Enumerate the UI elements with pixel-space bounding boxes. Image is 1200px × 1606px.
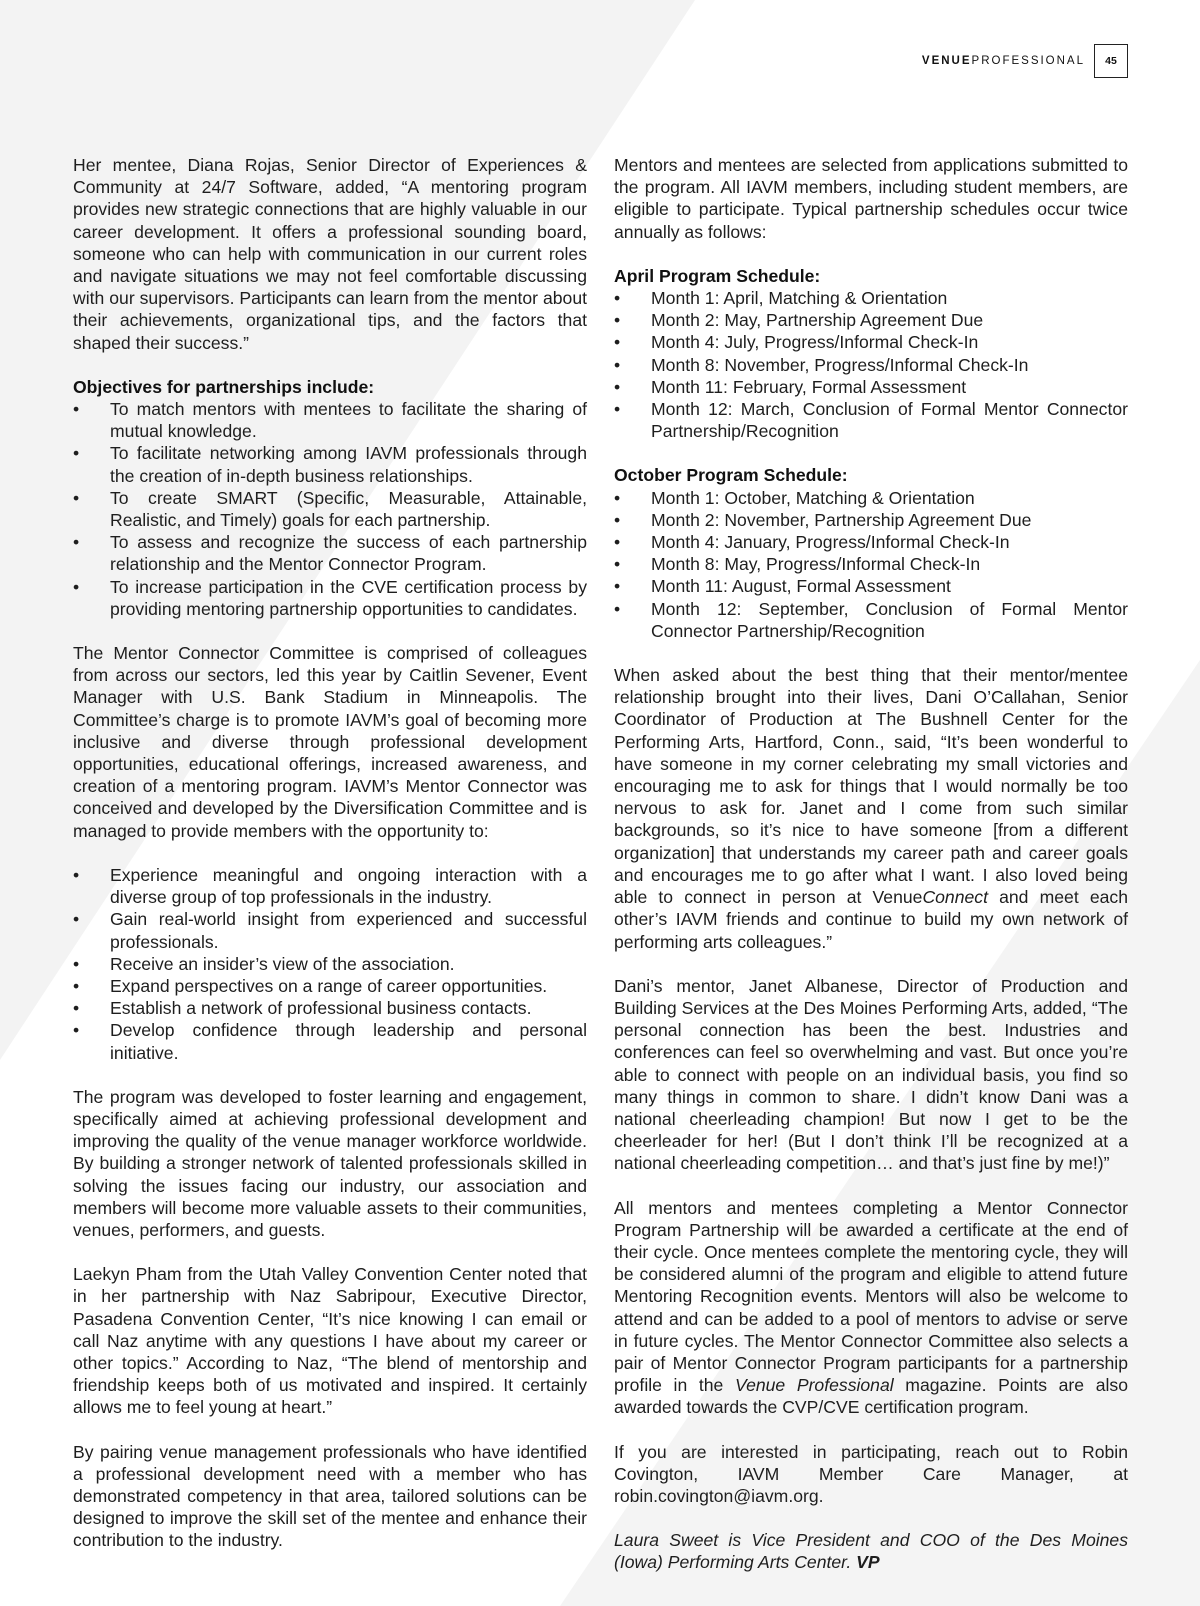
list-item: • Month 2: November, Partnership Agreement Due <box>614 509 1032 530</box>
right-column <box>614 154 1128 1596</box>
list-item: • Month 8: May, Progress/Informal Check-In <box>614 554 981 575</box>
paragraph-dani-quote: When asked about the best thing that their mentor/mentee relationship brought into their lives, Dani O’Callahan, Senior Coordinator of Production at The Bushnell Center for the Performing Arts, Hartford, Conn., said, “It’s been wonderful to have someone in my corner celebrating my small victories and encouraging me to ask for things that I would normally be too nervous to ask for. Janet and I come from such similar backgrounds, so it’s nice to have someone [from a different organization] that understands my career path and career goals and encourages me to go after what I want. I also loved being able to connect in person at VenueConnect and meet each other’s IAVM friends and continue to build my own network of performing arts colleagues.” <box>614 665 1128 952</box>
list-item: • Month 4: July, Progress/Informal Check-In <box>614 332 979 353</box>
end-mark: VP <box>856 1552 880 1573</box>
april-schedule-list <box>614 287 1128 442</box>
list-item: • Develop confidence through leadership and personal initiative. <box>73 1020 587 1063</box>
objectives-list <box>73 398 587 620</box>
list-item: • Gain real-world insight from experienced and successful professionals. <box>73 909 587 952</box>
list-item: • Month 1: October, Matching & Orientation <box>614 487 975 508</box>
author-signoff: Laura Sweet is Vice President and COO of the Des Moines (Iowa) Performing Arts Center. VP <box>614 1530 1128 1573</box>
paragraph-program-goals: The program was developed to foster learning and engagement, specifically aimed at achieving professional development and improving the quality of the venue manager workforce worldwide. By building a stronger network of talented professionals skilled in solving the issues facing our industry, our association and members will become more valuable assets to their communities, venues, performers, and guests. <box>73 1086 587 1240</box>
list-item: • Month 2: May, Partnership Agreement Due <box>614 310 984 331</box>
list-item: • Establish a network of professional business contacts. <box>73 998 532 1019</box>
paragraph-janet-quote: Dani’s mentor, Janet Albanese, Director of Production and Building Services at the Des Moines Performing Arts, added, “The personal connection has been the best. Industries and conferences can feel so overwhelming and vast. But once you’re able to connect with people on an individual basis, you find so many things in common to share. I didn’t know Dani was a national cheerleading champion! But now I get to be the cheerleader for her! (But I don’t think I’ll be recognized at a national cheerleading competition… and that’s just fine by me!)” <box>614 975 1128 1174</box>
list-item: • To match mentors with mentees to facilitate the sharing of mutual knowledge. <box>73 399 587 442</box>
page-header <box>922 44 1128 78</box>
list-item: • Month 11: August, Formal Assessment <box>614 576 951 597</box>
brand-bold: VENUE <box>921 55 972 67</box>
paragraph-selection: Mentors and mentees are selected from applications submitted to the program. All IAVM members, including student members, are eligible to participate. Typical partnership schedules occur twice annually as follows: <box>614 155 1128 242</box>
objectives-heading: Objectives for partnerships include: <box>73 376 375 397</box>
list-item: • Month 4: January, Progress/Informal Check-In <box>614 532 1010 553</box>
magazine-brand <box>922 55 1085 67</box>
list-item: • To facilitate networking among IAVM professionals through the creation of in-depth business relationships. <box>73 443 587 486</box>
paragraph-pairing: By pairing venue management professionals who have identified a professional development need with a member who has demonstrated competency in that area, tailored solutions can be designed to improve the skill set of the mentee and enhance their contribution to the industry. <box>73 1441 587 1551</box>
brand-light: PROFESSIONAL <box>971 55 1085 67</box>
paragraph-contact: If you are interested in participating, reach out to Robin Covington, IAVM Member Care Manager, at robin.covington@iavm.org. <box>614 1441 1128 1506</box>
list-item: • Month 1: April, Matching & Orientation <box>614 288 948 309</box>
october-schedule-list <box>614 487 1128 642</box>
paragraph-mentee-quote: Her mentee, Diana Rojas, Senior Director of Experiences & Community at 24/7 Software, added, “A mentoring program provides new strategic connections that are highly valuable in our career development. It offers a professional sounding board, someone who can help with communication in our current roles and navigate situations we may not feel comfortable discussing with our supervisors. Participants can learn from the mentor about their achievements, organizational tips, and the factors that shaped their success.” <box>73 155 587 353</box>
opportunities-list <box>73 864 587 1064</box>
list-item: • Month 11: February, Formal Assessment <box>614 376 967 397</box>
list-item: • To assess and recognize the success of each partnership relationship and the Mentor Connector Program. <box>73 532 587 575</box>
page-number: 45 <box>1094 44 1128 78</box>
april-schedule-heading: April Program Schedule: <box>614 265 821 286</box>
paragraph-certificate: All mentors and mentees completing a Mentor Connector Program Partnership will be awarded a certificate at the end of their cycle. Once mentees complete the mentoring cycle, they will be considered alumni of the program and eligible to attend future Mentoring Recognition events. Mentors will also be welcome to attend and can be added to a pool of mentors to advise or serve in future cycles. The Mentor Connector Committee also selects a pair of Mentor Connector Program participants for a partnership profile in the Venue Professional magazine. Points are also awarded towards the CVP/CVE certification program. <box>614 1197 1128 1418</box>
list-item: • Month 8: November, Progress/Informal Check-In <box>614 354 1029 375</box>
list-item: • Month 12: September, Conclusion of Formal Mentor Connector Partnership/Recognition <box>614 598 1128 641</box>
list-item: • Expand perspectives on a range of career opportunities. <box>73 975 548 996</box>
list-item: • Receive an insider’s view of the association. <box>73 953 455 974</box>
october-schedule-heading: October Program Schedule: <box>614 465 848 486</box>
list-item: • To increase participation in the CVE certification process by providing mentoring partnership opportunities to candidates. <box>73 576 587 619</box>
left-column <box>73 154 587 1574</box>
paragraph-committee: The Mentor Connector Committee is comprised of colleagues from across our sectors, led this year by Caitlin Sevener, Event Manager with U.S. Bank Stadium in Minneapolis. The Committee’s charge is to promote IAVM’s goal of becoming more inclusive and diverse through professional development opportunities, educational offerings, increased awareness, and creation of a mentoring program. IAVM’s Mentor Connector was conceived and developed by the Diversification Committee and is managed to provide members with the opportunity to: <box>73 643 587 841</box>
list-item: • Experience meaningful and ongoing interaction with a diverse group of top professionals in the industry. <box>73 864 587 908</box>
paragraph-laekyn-quote: Laekyn Pham from the Utah Valley Convention Center noted that in her partnership with Naz Sabripour, Executive Director, Pasadena Convention Center, “It’s nice knowing I can email or call Naz anytime with any questions I have about my career or other topics.” According to Naz, “The blend of mentorship and friendship keeps both of us motivated and inspired. It certainly allows me to feel young at heart.” <box>73 1264 587 1418</box>
list-item: • Month 12: March, Conclusion of Formal Mentor Connector Partnership/Recognition <box>614 399 1128 442</box>
list-item: • To create SMART (Specific, Measurable, Attainable, Realistic, and Timely) goals for each partnership. <box>73 487 587 531</box>
